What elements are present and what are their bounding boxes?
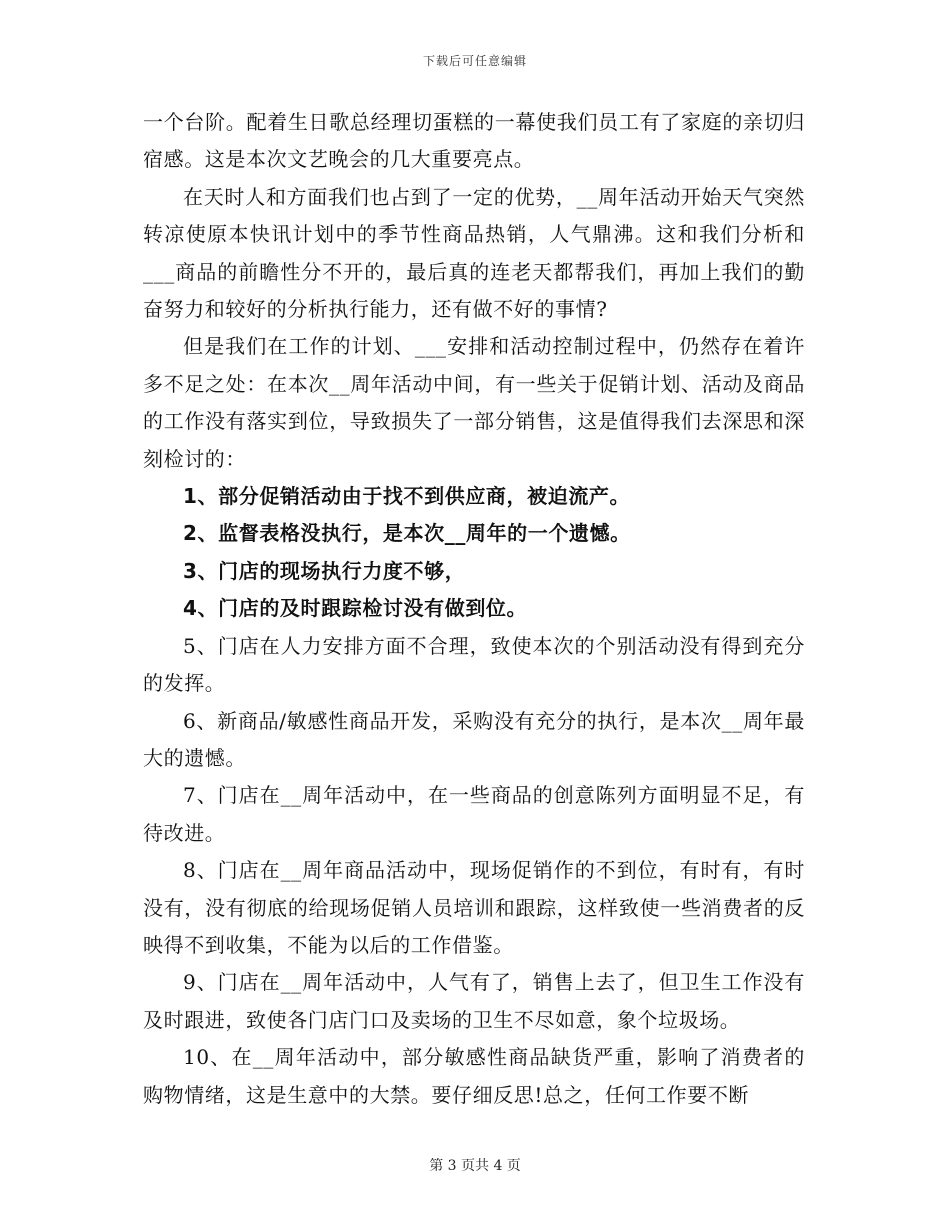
page-footer: 第 3 页共 4 页: [429, 1158, 521, 1174]
paragraph: 在天时人和方面我们也占到了一定的优势，__周年活动开始天气突然转凉使原本快讯计划中的季节性商品热销，人气鼎沸。这和我们分析和___商品的前瞻性分不开的，最后真的连老天都帮我们，再加上我们的勤奋努力和较好的分析执行能力，还有做不好的事情?: [143, 184, 805, 322]
list-item: 3、门店的现场执行力度不够，: [183, 558, 466, 583]
list-item: 5、门店在人力安排方面不合理，致使本次的个别活动没有得到充分的发挥。: [143, 633, 805, 696]
paragraph: 但是我们在工作的计划、___安排和活动控制过程中，仍然存在着许多不足之处：在本次__周年活动中间，有一些关于促销计划、活动及商品的工作没有落实到位，导致损失了一部分销售，这是值得我们去深思和深刻检讨的：: [143, 334, 805, 471]
list-item: 9、门店在__周年活动中，人气有了，销售上去了，但卫生工作没有及时跟进，致使各门店门口及卖场的卫生不尽如意，象个垃圾场。: [143, 970, 805, 1032]
list-item: 7、门店在__周年活动中，在一些商品的创意陈列方面明显不足，有待改进。: [143, 783, 805, 845]
page-header: 下载后可任意编辑: [422, 54, 527, 68]
paragraph: 一个台阶。配着生日歌总经理切蛋糕的一幕使我们员工有了家庭的亲切归宿感。这是本次文艺晚会的几大重要亮点。: [143, 110, 805, 172]
list-item: 6、新商品/敏感性商品开发，采购没有充分的执行，是本次__周年最大的遗憾。: [143, 708, 805, 770]
list-item: 1、部分促销活动由于找不到供应商，被迫流产。: [183, 484, 631, 509]
list-item: 10、在__周年活动中，部分敏感性商品缺货严重，影响了消费者的购物情绪，这是生意中的大禁。要仔细反思!总之，任何工作要不断: [143, 1045, 805, 1107]
list-item: 4、门店的及时跟踪检讨没有做到位。: [183, 596, 528, 621]
document-body: [143, 104, 805, 1114]
list-item: 8、门店在__周年商品活动中，现场促销作的不到位，有时有，有时没有，没有彻底的给现场促销人员培训和跟踪，这样致使一些消费者的反映得不到收集，不能为以后的工作借鉴。: [143, 858, 805, 957]
list-item: 2、监督表格没执行，是本次__周年的一个遗憾。: [183, 521, 631, 546]
